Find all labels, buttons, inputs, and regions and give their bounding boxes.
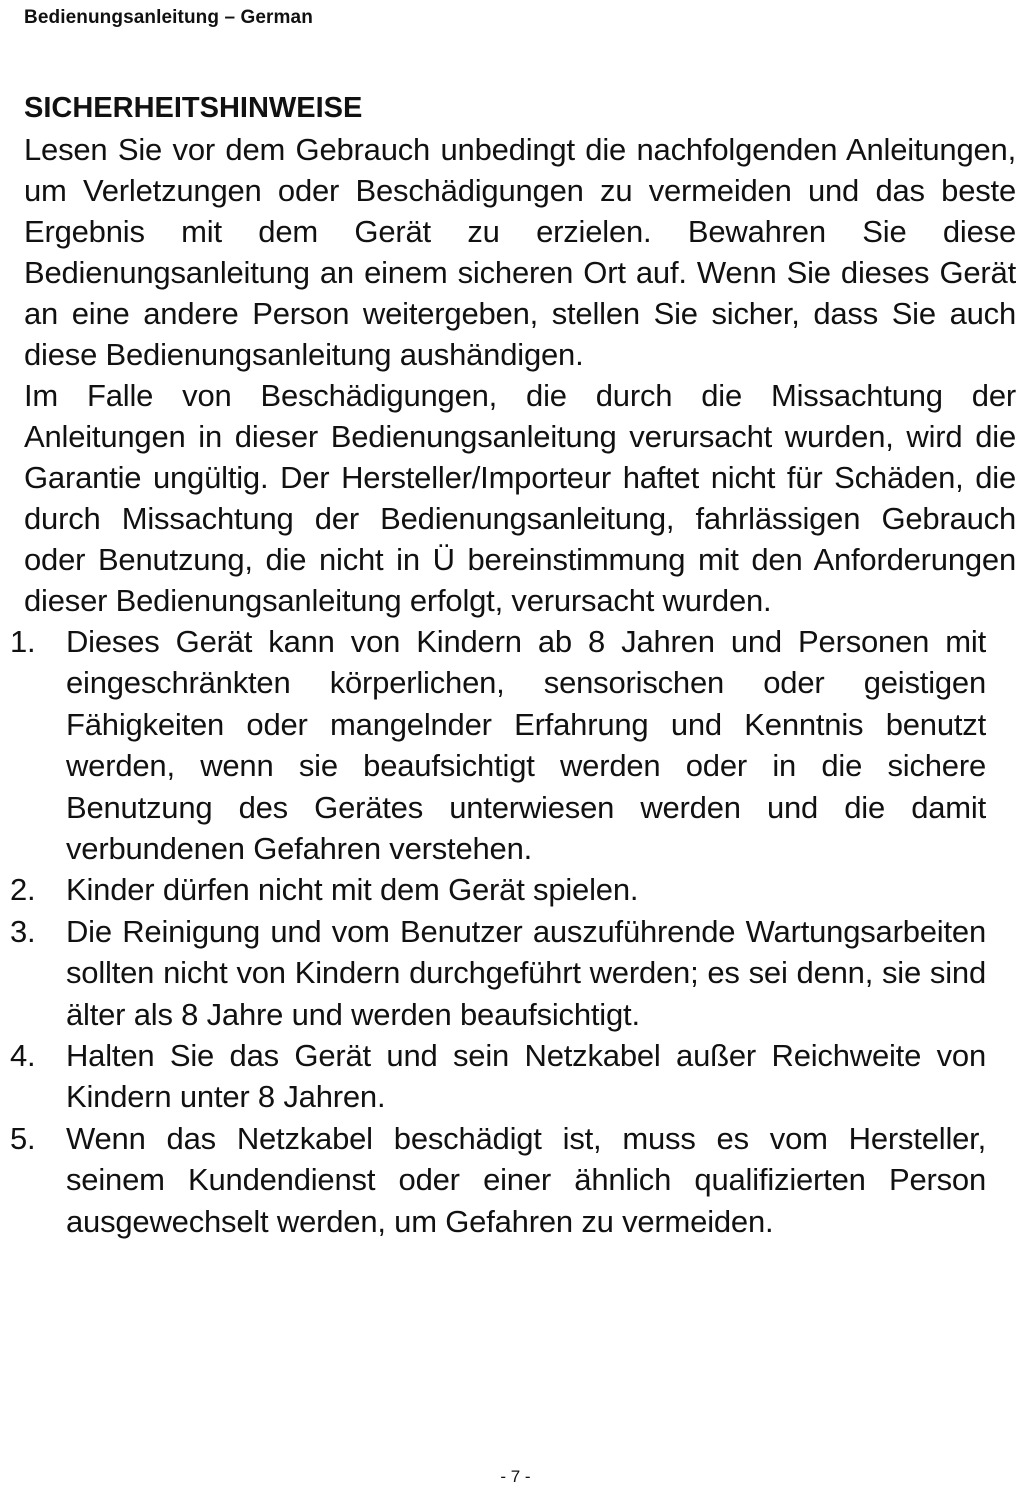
list-item-text: Kinder dürfen nicht mit dem Gerät spielen. <box>66 872 639 908</box>
list-item-text: Wenn das Netzkabel beschädigt ist, muss es vom Hersteller, seinem Kundendienst oder einer ähnlich qualifizierten Person ausgewechselt werden, um Gefahren zu vermeiden. <box>66 1120 986 1239</box>
list-item <box>10 1118 986 1242</box>
list-item-number: 4. <box>10 1038 36 1074</box>
list-item <box>10 1035 986 1118</box>
document-header: Bedienungsanleitung – German <box>24 7 313 28</box>
list-item-number: 5. <box>10 1120 36 1156</box>
list-item-number: 1. <box>10 624 36 659</box>
list-item-text: Halten Sie das Gerät und sein Netzkabel außer Reichweite von Kindern unter 8 Jahren. <box>66 1038 986 1115</box>
page-number: - 7 - <box>500 1467 531 1486</box>
list-item <box>10 621 986 869</box>
safety-list <box>10 621 1016 1242</box>
warranty-paragraph: Im Falle von Beschädigungen, die durch die Missachtung der Anleitungen in dieser Bedienungsanleitung verursacht wurden, wird die Garantie ungültig. Der Hersteller/Importeur haftet nicht für Schäden, die durch Missachtung der Bedienungsanleitung, fahrlässigen Gebrauch oder Benutzung, die nicht in Ü bereinstimmung mit den Anforderungen dieser Bedienungsanleitung erfolgt, verursacht wurden. <box>24 378 1016 618</box>
list-item-number: 2. <box>10 872 36 908</box>
section-title: SICHERHEITSHINWEISE <box>24 92 363 124</box>
list-item <box>10 911 986 1035</box>
list-item-text: Die Reinigung und vom Benutzer auszuführende Wartungsarbeiten sollten nicht von Kindern durchgeführt werden; es sei denn, sie sind älter als 8 Jahre und werden beaufsichtigt. <box>66 913 986 1032</box>
list-item-number: 3. <box>10 913 36 949</box>
list-item <box>10 869 986 910</box>
list-item-text: Dieses Gerät kann von Kindern ab 8 Jahren und Personen mit eingeschränkten körperlichen, sensorischen oder geistigen Fähigkeiten oder mangelnder Erfahrung und Kenntnis benutzt werden, wenn sie beaufsichtigt werden oder in die sichere Benutzung des Gerätes unterwiesen werden und die damit verbundenen Gefahren verstehen. <box>66 624 986 867</box>
safety-section <box>10 88 1016 1242</box>
intro-paragraph: Lesen Sie vor dem Gebrauch unbedingt die nachfolgenden Anleitungen, um Verletzungen oder Beschädigungen zu vermeiden und das beste Ergebnis mit dem Gerät zu erzielen. Bewahren Sie diese Bedienungsanleitung an einem sicheren Ort auf. Wenn Sie dieses Gerät an eine andere Person weitergeben, stellen Sie sicher, dass Sie auch diese Bedienungsanleitung aushändigen. <box>24 132 1016 372</box>
